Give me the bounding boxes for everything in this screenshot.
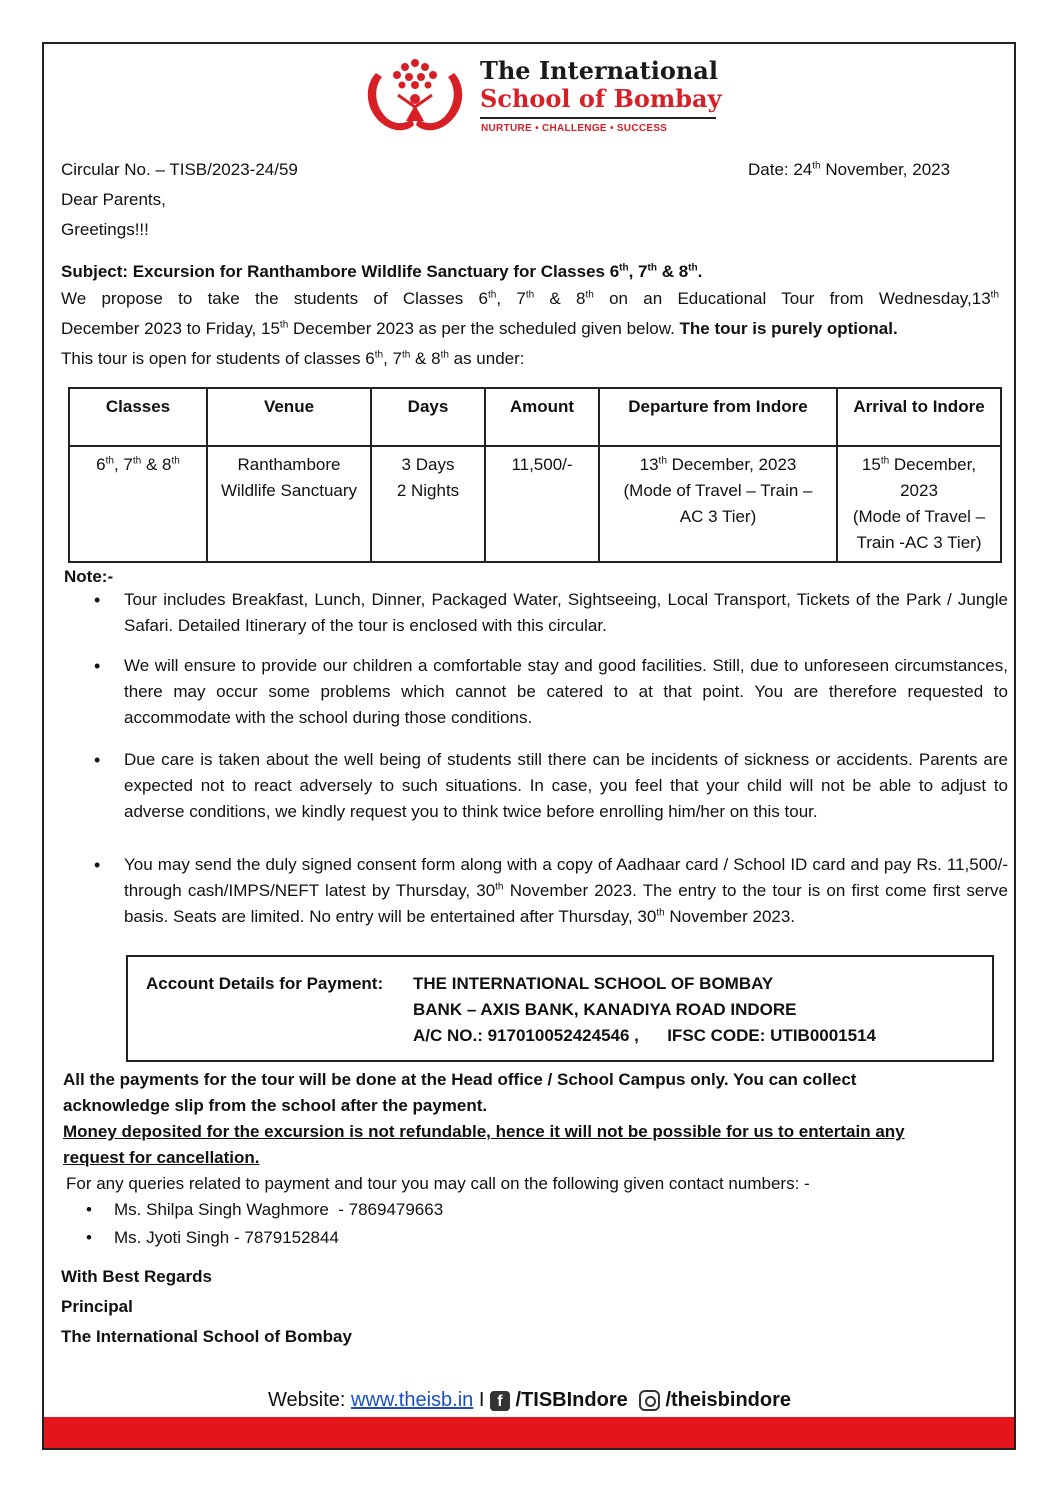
circular-number: Circular No. – TISB/2023-24/59 xyxy=(61,160,298,179)
table-row xyxy=(69,446,1001,562)
notes-list xyxy=(94,653,1008,731)
footer-separator: I xyxy=(473,1389,490,1411)
cell-classes: 6th, 7th & 8th xyxy=(69,446,207,562)
account-name: THE INTERNATIONAL SCHOOL OF BOMBAY xyxy=(413,974,774,993)
header-venue: Venue xyxy=(207,388,371,446)
header-days: Days xyxy=(371,388,485,446)
signoff-school: The International School of Bombay xyxy=(61,1327,352,1346)
logo-title-line1: The International xyxy=(480,56,718,85)
logo-title-line2: School of Bombay xyxy=(480,84,722,113)
website-label: Website: xyxy=(268,1389,351,1411)
footer-red-bar xyxy=(44,1417,1014,1448)
refund-note-line2: request for cancellation. xyxy=(63,1148,260,1167)
header-departure: Departure from Indore xyxy=(599,388,837,446)
salutation: Dear Parents, xyxy=(61,190,166,209)
contact-item: • Ms. Jyoti Singh - 7879152844 xyxy=(86,1224,443,1252)
payment-note-line2: acknowledge slip from the school after the payment. xyxy=(63,1096,488,1115)
logo-divider xyxy=(480,117,716,119)
tour-schedule-table xyxy=(68,387,1002,563)
contact-item: • Ms. Shilpa Singh Waghmore - 7869479663 xyxy=(86,1196,443,1224)
subject-line: Subject: Excursion for Ranthambore Wildlife Sanctuary for Classes 6th, 7th & 8th. xyxy=(61,262,703,281)
logo-tagline: NURTURE • CHALLENGE • SUCCESS xyxy=(481,123,668,134)
cell-departure: 13th December, 2023 (Mode of Travel – Train – AC 3 Tier) xyxy=(599,446,837,562)
queries-text: For any queries related to payment and tour you may call on the following given contact numbers: - xyxy=(66,1174,810,1193)
note-item: • We will ensure to provide our children a comfortable stay and good facilities. Still, due to unforeseen circumstances, there may occur some problems which cannot be catered to at that point. You are therefore requested to accommodate with the school during those conditions. xyxy=(94,653,1008,731)
cell-venue: Ranthambore Wildlife Sanctuary xyxy=(207,446,371,562)
intro-line-2: December 2023 to Friday, 15th December 2023 as per the scheduled given below. The tour is purely optional. xyxy=(61,319,898,338)
note-item: • Tour includes Breakfast, Lunch, Dinner, Packaged Water, Sightseeing, Local Transport, Tickets of the Park / Jungle Safari. Detailed Itinerary of the tour is enclosed with this circular. xyxy=(94,587,1008,639)
cell-arrival: 15th December, 2023 (Mode of Travel – Train -AC 3 Tier) xyxy=(837,446,1001,562)
instagram-icon xyxy=(639,1390,660,1411)
contact-list xyxy=(86,1196,443,1252)
footer-links xyxy=(268,1386,791,1414)
account-number-ifsc: A/C NO.: 917010052424546 , IFSC CODE: UTIB0001514 xyxy=(413,1026,877,1045)
notes-heading: Note:- xyxy=(64,567,114,586)
cell-days: 3 Days 2 Nights xyxy=(371,446,485,562)
refund-note-line1: Money deposited for the excursion is not refundable, hence it will not be possible for us to entertain any xyxy=(63,1122,905,1141)
school-logo xyxy=(362,55,468,135)
signoff-title: Principal xyxy=(61,1297,133,1316)
account-label: Account Details for Payment: xyxy=(146,974,384,993)
facebook-icon: f xyxy=(490,1391,510,1411)
notes-list xyxy=(94,747,1008,825)
account-bank: BANK – AXIS BANK, KANADIYA ROAD INDORE xyxy=(413,1000,797,1019)
header-arrival: Arrival to Indore xyxy=(837,388,1001,446)
circular-date: Date: 24th November, 2023 xyxy=(748,160,951,179)
table-header-row xyxy=(69,388,1001,446)
payment-note-line1: All the payments for the tour will be done at the Head office / School Campus only. You can collect xyxy=(63,1070,857,1089)
intro-line-3: This tour is open for students of classes 6th, 7th & 8th as under: xyxy=(61,349,525,368)
website-link[interactable]: www.theisb.in xyxy=(351,1389,474,1411)
signoff-regards: With Best Regards xyxy=(61,1267,212,1286)
header-classes: Classes xyxy=(69,388,207,446)
greeting: Greetings!!! xyxy=(61,220,149,239)
notes-list xyxy=(94,852,1008,930)
cell-amount: 11,500/- xyxy=(485,446,599,562)
note-item: • You may send the duly signed consent form along with a copy of Aadhaar card / School ID card and pay Rs. 11,500/- through cash/IMPS/NEFT latest by Thursday, 30th November 2023. The entry to the tour is on first come first serve basis. Seats are limited. No entry will be entertained after Thursday, 30th November 2023. xyxy=(94,852,1008,930)
header-amount: Amount xyxy=(485,388,599,446)
note-item: • Due care is taken about the well being of students still there can be incidents of sickness or accidents. Parents are expected not to react adversely to such situations. In case, you feel that your child will not be able to adjust to adverse conditions, we kindly request you to think twice before enrolling him/her on this tour. xyxy=(94,747,1008,825)
notes-list xyxy=(94,587,1008,639)
instagram-handle[interactable]: /theisbindore xyxy=(665,1389,792,1411)
facebook-handle[interactable]: /TISBIndore xyxy=(515,1389,628,1411)
intro-line-1: We propose to take the students of Classes 6th, 7th & 8th on an Educational Tour from Wednesday,13th xyxy=(61,289,1000,308)
